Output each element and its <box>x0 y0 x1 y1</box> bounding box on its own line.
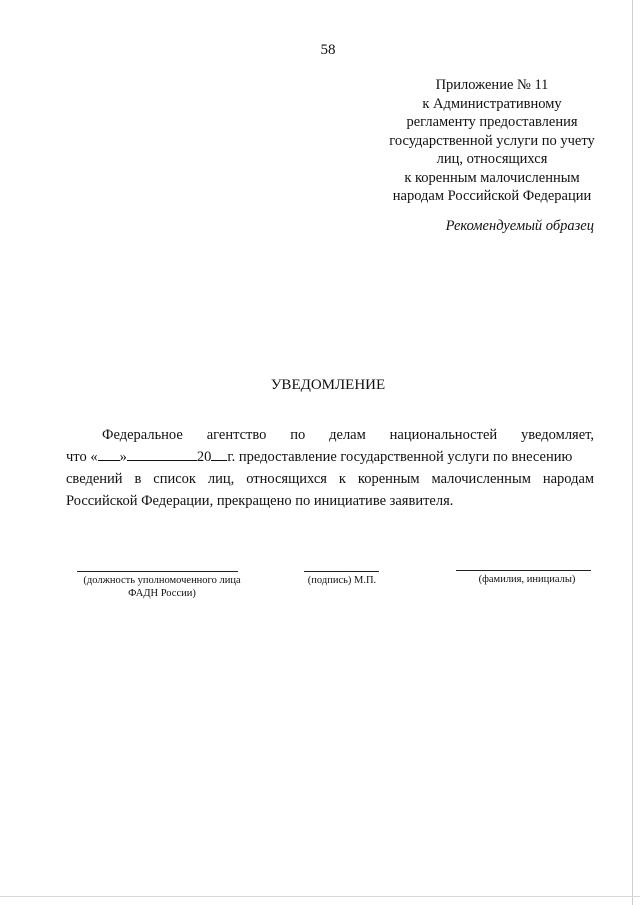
word: народам <box>542 471 595 487</box>
name-caption: (фамилия, инициалы) <box>478 574 576 585</box>
caption-line: ФАДН России) <box>128 588 196 599</box>
word: национальностей <box>389 427 498 443</box>
caption-line: (должность уполномоченного лица <box>83 575 241 586</box>
word: Федеральное <box>102 427 183 443</box>
word: агентство <box>206 427 267 443</box>
page-edge <box>632 0 633 905</box>
word: в <box>134 471 142 487</box>
word: коренным <box>357 471 420 487</box>
appendix-line: к Административному <box>422 95 562 112</box>
appendix-line: государственной услуги по учету <box>389 132 595 149</box>
year-blank <box>211 449 227 461</box>
body-line-1 <box>66 424 594 446</box>
word: уведомляет, <box>521 427 595 443</box>
appendix-line: Приложение № 11 <box>435 77 549 93</box>
word: малочисленным <box>431 471 531 487</box>
signature-line <box>304 571 379 572</box>
page-number: 58 <box>320 42 336 58</box>
body-line-4: Российской Федерации, прекращено по инициативе заявителя. <box>66 493 454 509</box>
position-caption <box>64 574 260 600</box>
name-signature-line <box>456 570 591 571</box>
word: по <box>290 427 306 443</box>
word: делам <box>329 427 366 443</box>
signature-caption: (подпись) М.П. <box>307 575 377 586</box>
word: к <box>338 471 346 487</box>
word: список <box>153 471 196 487</box>
word: лиц, <box>207 471 235 487</box>
quote-close: » <box>119 449 127 465</box>
appendix-line: лиц, относящихся <box>436 151 548 167</box>
appendix-line: к коренным малочисленным <box>404 169 580 186</box>
date-prefix: что « <box>66 449 98 465</box>
year-prefix: 20 <box>196 449 212 465</box>
date-suffix: г. предоставление государственной услуги по внесению <box>227 449 573 465</box>
appendix-block <box>372 76 612 206</box>
page-edge <box>0 896 640 897</box>
sample-label: Рекомендуемый образец <box>445 218 594 234</box>
body-line-2 <box>66 446 594 468</box>
word: сведений <box>66 471 123 487</box>
appendix-line: регламенту предоставления <box>406 114 578 130</box>
position-signature-line <box>77 571 238 572</box>
body-line-3 <box>66 468 594 490</box>
month-blank <box>127 449 197 461</box>
notice-body <box>66 424 594 512</box>
day-blank <box>98 449 120 461</box>
appendix-line: народам Российской Федерации <box>392 188 592 204</box>
document-title: УВЕДОМЛЕНИЕ <box>270 377 386 393</box>
word: относящихся <box>246 471 327 487</box>
